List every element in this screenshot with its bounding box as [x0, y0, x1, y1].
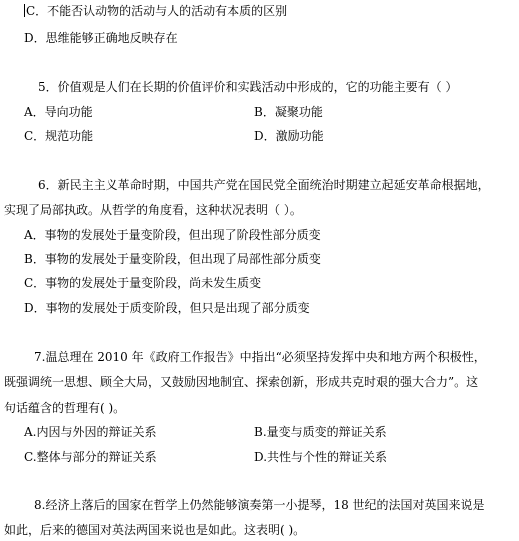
q4-option-c-text: C．不能否认动物的活动与人的活动有本质的区别 [26, 4, 288, 18]
q7-option-d: D.共性与个性的辩证关系 [254, 450, 388, 464]
q7-option-b: B.量变与质变的辩证关系 [254, 425, 387, 439]
q7-stem-line2: 既强调统一思想、顾全大局，又鼓励因地制宜、探索创新，形成共克时艰的强大合力”。这 [4, 375, 479, 389]
q5-option-c: C．规范功能 [24, 129, 94, 143]
q6-stem-line1: 6．新民主主义革命时期，中国共产党在国民党全面统治时期建立起延安革命根据地， [38, 178, 490, 192]
q5-option-b: B．凝聚功能 [254, 105, 323, 119]
q8-stem-line1: 8.经济上落后的国家在哲学上仍然能够演奏第一小提琴，18 世纪的法国对英国来说是 [34, 498, 485, 512]
q4-option-c [24, 3, 287, 19]
q7-option-c: C.整体与部分的辩证关系 [24, 450, 157, 464]
q5-option-a: A．导向功能 [24, 105, 93, 119]
q7-stem-line1: 7.温总理在 2010 年《政府工作报告》中指出“必须坚持发挥中央和地方两个积极性， [34, 350, 486, 364]
q7-stem-line3: 句话蕴含的哲理有( )。 [4, 401, 126, 415]
q6-stem-line2: 实现了局部执政。从哲学的角度看，这种状况表明（ ）。 [4, 203, 302, 217]
q6-option-c: C．事物的发展处于量变阶段，尚未发生质变 [24, 276, 262, 290]
q6-option-d: D．事物的发展处于质变阶段，但只是出现了部分质变 [24, 301, 310, 315]
text-cursor [24, 4, 25, 17]
q5-option-d: D．激励功能 [254, 129, 324, 143]
q6-option-a: A．事物的发展处于量变阶段，但出现了阶段性部分质变 [24, 228, 321, 242]
q6-option-b: B．事物的发展处于量变阶段，但出现了局部性部分质变 [24, 252, 321, 266]
q4-option-d: D．思维能够正确地反映存在 [24, 31, 178, 45]
q5-stem: 5．价值观是人们在长期的价值评价和实践活动中形成的，它的功能主要有（ ） [38, 80, 458, 94]
q7-option-a: A.内因与外因的辩证关系 [24, 425, 157, 439]
q8-stem-line2: 如此，后来的德国对英法两国来说也是如此。这表明( )。 [4, 523, 306, 537]
